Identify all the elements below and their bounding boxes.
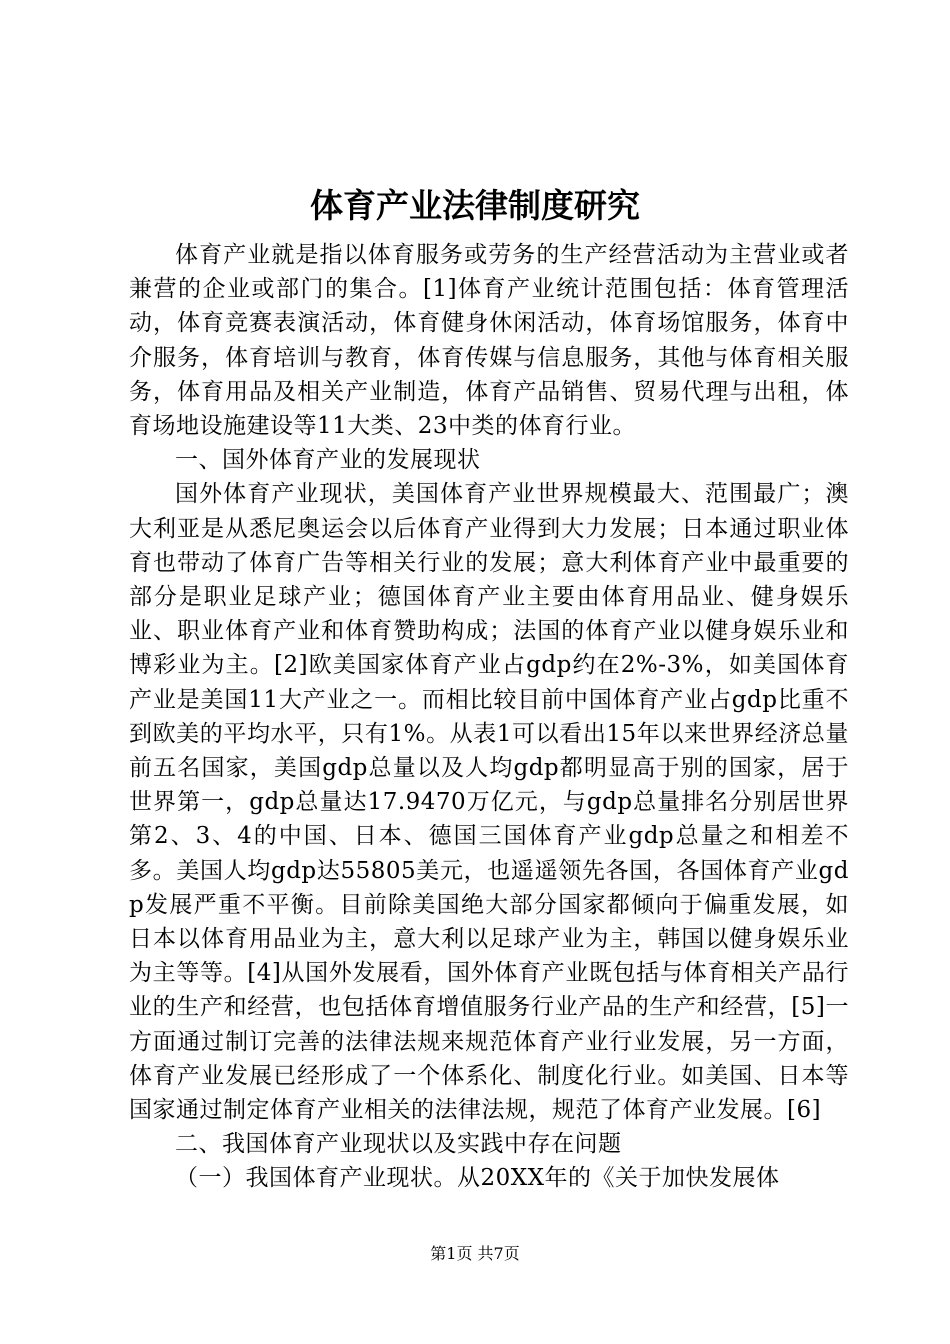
intro-paragraph: 体育产业就是指以体育服务或劳务的生产经营活动为主营业或者兼营的企业或部门的集合。[1]体育产业统计范围包括：体育管理活动，体育竞赛表演活动，体育健身休闲活动，体育场馆服务，体育中介服务，体育培训与教育，体育传媒与信息服务，其他与体育相关服务，体育用品及相关产业制造，体育产品销售、贸易代理与出租，体育场地设施建设等11大类、23中类的体育行业。 xyxy=(129,242,849,440)
section-heading-2: 二、我国体育产业现状以及实践中存在问题 xyxy=(175,1131,622,1158)
foreign-status-paragraph: 国外体育产业现状，美国体育产业世界规模最大、范围最广；澳大利亚是从悉尼奥运会以后体育产业得到大力发展；日本通过职业体育也带动了体育广告等相关行业的发展；意大利体育产业中最重要的部分是职业足球产业；德国体育产业主要由体育用品业、健身娱乐业、职业体育产业和体育赞助构成；法国的体育产业以健身娱乐业和博彩业为主。[2]欧美国家体育产业占gdp约在2%-3%，如美国体育产业是美国11大产业之一。而相比较目前中国体育产业占gdp比重不到欧美的平均水平，只有1%。从表1可以看出15年以来世界经济总量前五名国家，美国gdp总量以及人均gdp都明显高于别的国家，居于世界第一，gdp总量达17.9470万亿元，与gdp总量排名分别居世界第2、3、4的中国、日本、德国三国体育产业gdp总量之和相差不多。美国人均gdp达55805美元，也遥遥领先各国，各国体育产业gdp发展严重不平衡。目前除美国绝大部分国家都倾向于偏重发展，如日本以体育用品业为主，意大利以足球产业为主，韩国以健身娱乐业为主等等。[4]从国外发展看，国外体育产业既包括与体育相关产品行业的生产和经营，也包括体育增值服务行业产品的生产和经营，[5]一方面通过制订完善的法律法规来规范体育产业行业发展，另一方面，体育产业发展已经形成了一个体系化、制度化行业。如美国、日本等国家通过制定体育产业相关的法律法规，规范了体育产业发展。[6] xyxy=(129,481,849,1124)
subsection-paragraph: （一）我国体育产业现状。从20XX年的《关于加快发展体 xyxy=(175,1165,780,1192)
document-title: 体育产业法律制度研究 xyxy=(310,186,640,225)
document-body xyxy=(129,238,849,1196)
page-number-footer: 第1页 共7页 xyxy=(430,1244,520,1263)
section-heading-1: 一、国外体育产业的发展现状 xyxy=(175,447,481,474)
